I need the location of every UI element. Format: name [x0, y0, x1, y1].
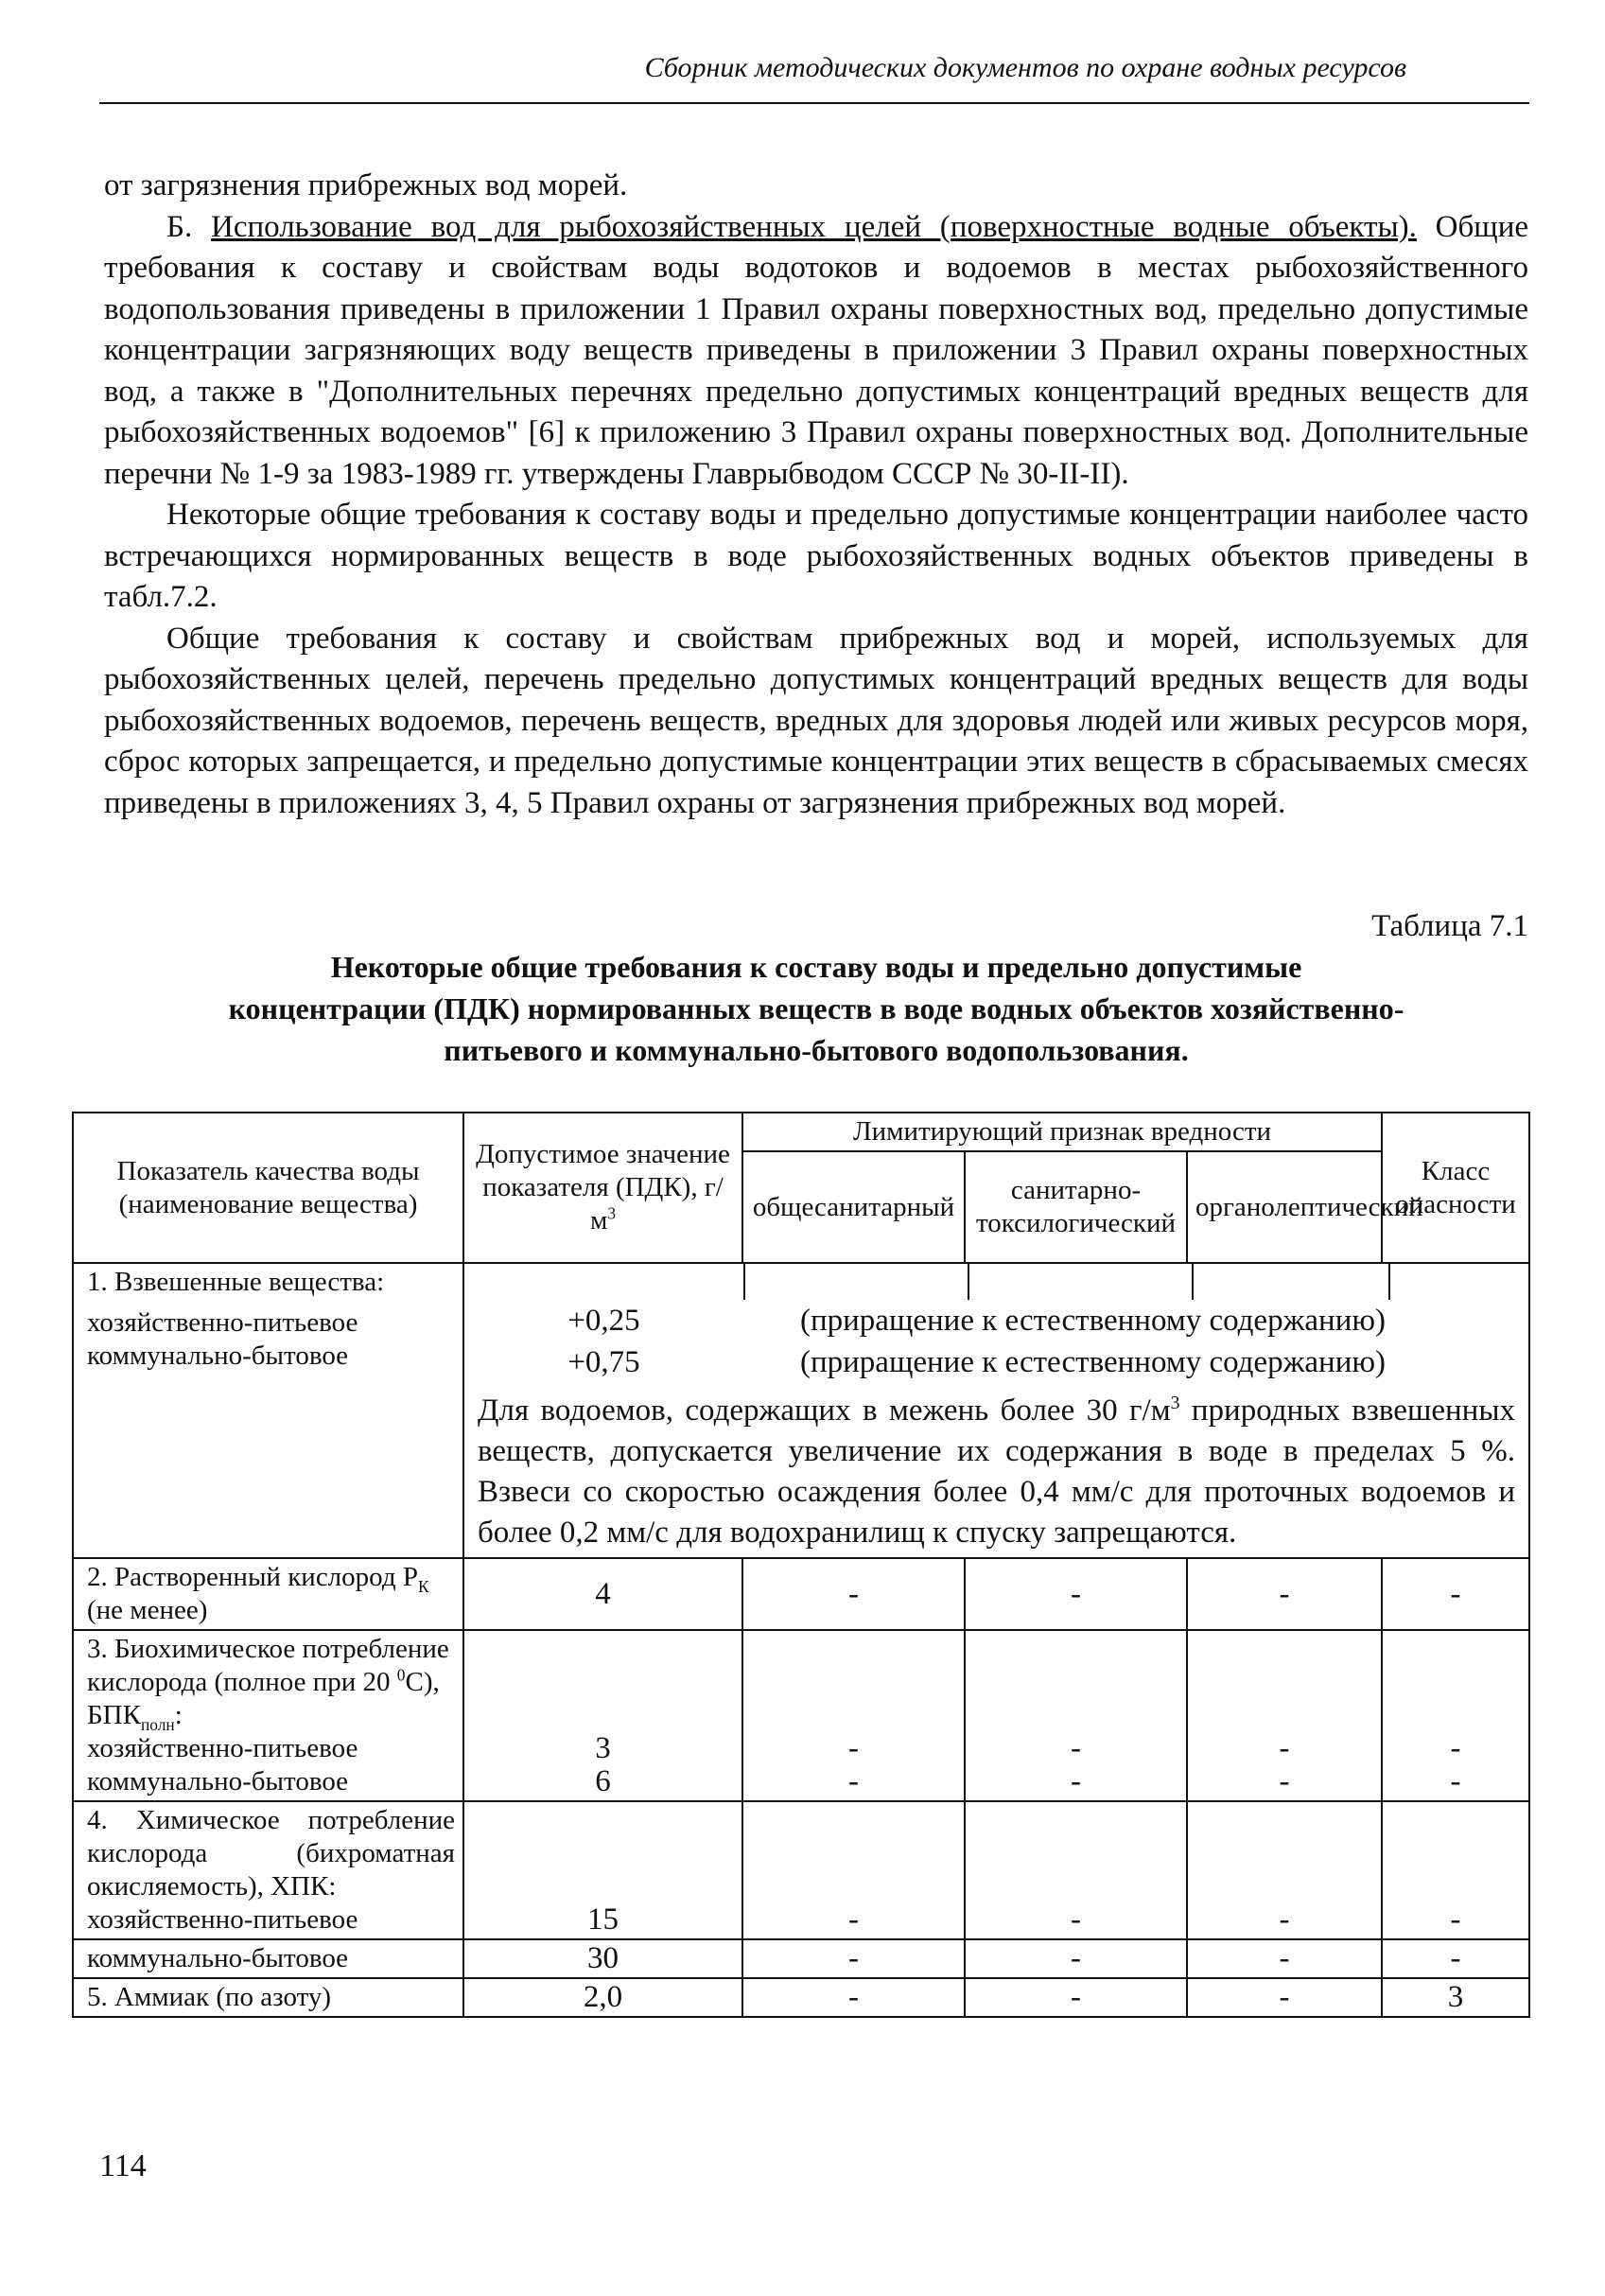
value-cell: +0,75 — [567, 1345, 640, 1379]
dash-cell: - — [965, 1978, 1187, 2017]
table-row — [73, 1263, 1529, 1558]
dash-cell: - — [1382, 1939, 1529, 1978]
value-cell: 15 — [463, 1801, 742, 1939]
header-hazard-class: Класс опасности — [1382, 1113, 1529, 1263]
dash-cell: - — [965, 1558, 1187, 1630]
dash-cell: - — [742, 1801, 965, 1939]
row-name: 3. Биохимическое потребление кислорода (полное при 20 $^0$С), $БПК_{полн}$: хозяйственно-питьевое коммунально-бытовое — [73, 1630, 463, 1801]
increment-note: (приращение к естественному содержанию) — [800, 1304, 1386, 1338]
header-organoleptic: органолептический — [1187, 1151, 1382, 1263]
table-title-line: концентрации (ПДК) нормированных веществ в воде водных объектов хозяйственно- — [228, 991, 1404, 1025]
page-number: 114 — [99, 2148, 147, 2183]
dash-cell: - — [1382, 1558, 1529, 1630]
value-cell: +0,25 — [567, 1304, 640, 1338]
header-row — [73, 1113, 1529, 1151]
body-text — [104, 166, 1528, 824]
increment-row — [464, 1341, 1528, 1383]
dash-cell: - — [965, 1939, 1187, 1978]
dash-cell: - - — [1382, 1630, 1529, 1801]
norms-table — [72, 1112, 1530, 2018]
suspended-solids-note: Для водоемов, содержащих в межень более 30 $г/м^3$ природных взвешенных веществ, допускается увеличение их содержания в воде в пределах 5 %. Взвеси со скоростью осаждения более 0,4 мм/с для проточных водоемов и более 0,2 мм/с для водохранилищ к спуску запрещаются. — [478, 1393, 1515, 1550]
table-row — [73, 1558, 1529, 1630]
table-row — [73, 1630, 1529, 1801]
table-row — [73, 1939, 1529, 1978]
row-name: 2. Растворенный кислород $Р_К$ (не менее) — [73, 1558, 463, 1630]
table-row — [73, 1978, 1529, 2017]
paragraph-3: Общие требования к составу и свойствам прибрежных вод и морей, используемых для рыбохозяйственных целей, перечень предельно допустимых концентраций вредных веществ для воды рыбохозяйственных водоемов, перечень веществ, вредных для здоровья людей или живых ресурсов моря, сброс которых запрещается, и предельно допустимые концентрации этих веществ в сбрасываемых смесях приведены в приложениях 3, 4, 5 Правил охраны от загрязнения прибрежных вод морей. — [104, 621, 1528, 820]
running-title: Сборник методических документов по охране водных ресурсов — [644, 52, 1406, 83]
value-cell: 30 — [463, 1939, 742, 1978]
dash-cell: - — [965, 1801, 1187, 1939]
dash-cell: - - — [742, 1630, 965, 1801]
dash-cell: - — [1187, 1939, 1382, 1978]
dash-cell: - — [742, 1558, 965, 1630]
dash-cell: - - — [965, 1630, 1187, 1801]
value-cell: 3 6 — [463, 1630, 742, 1801]
paragraph-2: Некоторые общие требования к составу воды и предельно допустимые концентрации наиболее часто встречающихся нормированных веществ в воде рыбохозяйственных водных объектов приведены в табл.7.2. — [104, 498, 1528, 614]
running-header — [99, 49, 1529, 87]
dash-cell: - — [1187, 1978, 1382, 2017]
table-title-line: Некоторые общие требования к составу воды и предельно допустимые — [330, 950, 1302, 984]
table-title — [104, 946, 1528, 1071]
paragraph-1-prefix: Б. — [166, 209, 211, 244]
paragraph-1-heading: Использование вод для рыбохозяйственных целей (поверхностные водные объекты). — [210, 209, 1417, 244]
dash-cell: - — [1382, 1801, 1529, 1939]
dash-cell: - — [1187, 1558, 1382, 1630]
header-rule — [99, 102, 1529, 104]
table-title-line: питьевого и коммунально-бытового водопользования. — [444, 1033, 1189, 1067]
paragraph-1-text: Общие требования к составу и свойствам воды водотоков и водоемов в местах рыбохозяйственного водопользования приведены в приложении 1 Правил охраны поверхностных вод, предельно допустимые концентрации загрязняющих воду веществ приведены в приложении 3 Правил охраны поверхностных вод, а также в "Дополнительных перечнях предельно допустимых концентраций вредных веществ для рыбохозяйственных водоемов" [6] к приложению 3 Правил охраны поверхностных вод. Дополнительные перечни № 1-9 за 1983-1989 гг. утверждены Главрыбводом СССР № 30-II-II). — [104, 209, 1528, 491]
row-merged-content — [463, 1263, 1529, 1558]
table-row — [73, 1801, 1529, 1939]
hazard-class-cell: 3 — [1382, 1978, 1529, 2017]
value-cell: 2,0 — [463, 1978, 742, 2017]
row-name: коммунально-бытовое — [73, 1939, 463, 1978]
dash-cell: - - — [1187, 1630, 1382, 1801]
header-pdk: Допустимое значение показателя (ПДК), $г/м^3$ — [463, 1113, 742, 1263]
paragraph-0: от загрязнения прибрежных вод морей. — [104, 168, 628, 202]
row-name: 5. Аммиак (по азоту) — [73, 1978, 463, 2017]
header-indicator: Показатель качества воды (наименование вещества) — [73, 1113, 463, 1263]
dash-cell: - — [1187, 1801, 1382, 1939]
paragraph-1 — [104, 207, 1528, 496]
row-name: 1. Взвешенные вещества: хозяйственно-питьевое коммунально-бытовое — [73, 1263, 463, 1558]
header-limiting: Лимитирующий признак вредности — [742, 1113, 1382, 1151]
value-cell: 4 — [463, 1558, 742, 1630]
table-label: Таблица 7.1 — [1371, 909, 1528, 943]
dash-cell: - — [742, 1978, 965, 2017]
increment-note: (приращение к естественному содержанию) — [800, 1345, 1386, 1379]
increment-row — [464, 1300, 1528, 1341]
row-name: 4. Химическое потребление кислорода (бихроматная окисляемость), ХПК: хозяйственно-питьевое — [73, 1801, 463, 1939]
header-general-sanitary: общесанитарный — [742, 1151, 965, 1263]
header-sanitary-toxicological: санитарно-токсилогический — [965, 1151, 1187, 1263]
dash-cell: - — [742, 1939, 965, 1978]
